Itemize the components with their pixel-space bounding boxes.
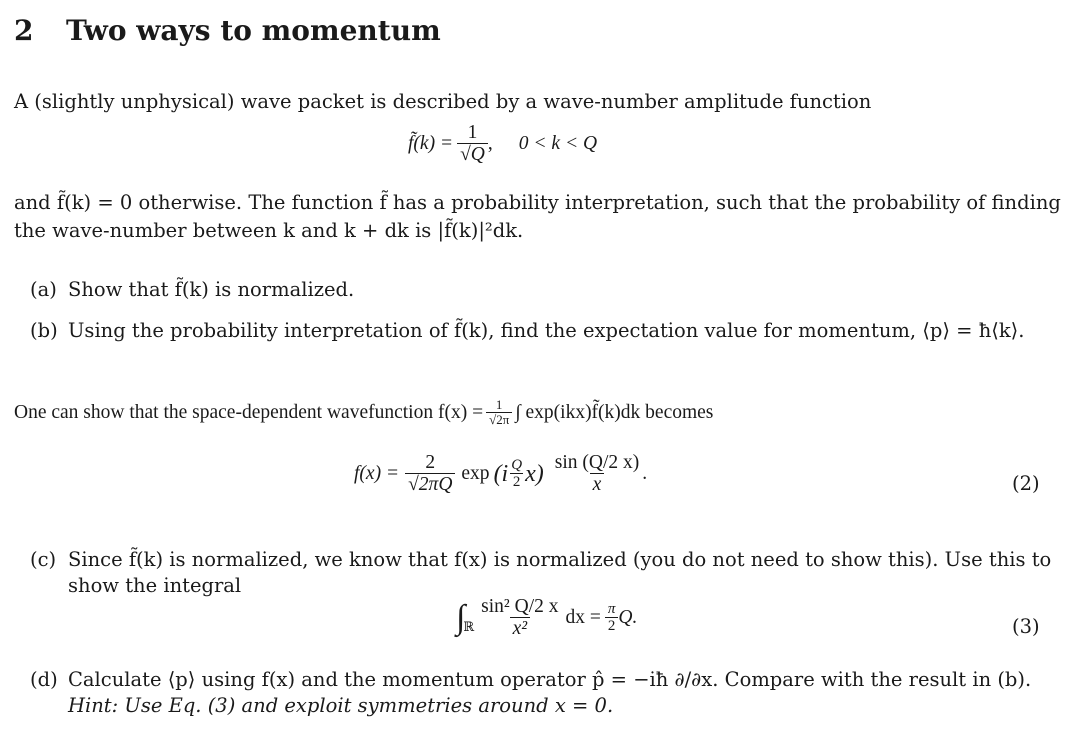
item-b-label: (b) [30,319,58,342]
item-a-label: (a) [30,278,57,301]
wavefunction-frac-den: √2π [486,412,512,427]
item-c-text-1: Since f̃(k) is normalized, we know that f(x) is normalized (you do not need to show this). Use this to [68,548,1052,571]
eq3-numerator: sin² Q/2 x [481,596,559,617]
eq2-dot: . [642,462,648,484]
section-title: Two ways to momentum [66,14,441,47]
eq2-paren-open: (i [493,460,509,487]
item-d-text: Calculate ⟨p⟩ using f(x) and the momentum operator p̂ = −iħ ∂/∂x. Compare with the result in (b). [68,668,1032,691]
equation-2-number: (2) [1012,472,1040,495]
wavefunction-pre: One can show that the space-dependent wavefunction f(x) = [14,401,484,423]
eq2-sin-fraction [552,452,643,496]
eq1-fraction [457,122,488,166]
item-a-text: Show that f̃(k) is normalized. [68,278,355,301]
eq3-pi-num: π [607,600,616,617]
eq2-numerator: 2 [425,452,436,473]
section-number: 2 [14,14,34,47]
eq3-integral: ∫ [456,598,466,636]
wavefunction-post: ∫ exp(ikx)f̃(k)dk becomes [515,401,714,423]
eq2-exp: exp [461,462,490,484]
eq2-q-num: Q [511,456,523,473]
eq3-pi-fraction [605,601,619,635]
eq1-lhs: f̃(k) = [408,132,454,154]
eq2-sin-den: x [590,473,605,495]
wavefunction-line [14,398,713,428]
eq2-q-fraction [508,457,525,491]
eq2-denominator: √2πQ [405,473,455,495]
eq2-fraction [405,452,455,496]
eq3-rhs: Q. [618,606,638,628]
eq3-denominator: x² [510,617,531,639]
eq1-comma: , [487,132,493,154]
equation-2 [354,452,647,496]
intro-line-1: A (slightly unphysical) wave packet is described by a wave-number amplitude function [14,90,872,113]
intro-line-2: and f̃(k) = 0 otherwise. The function f̃ has a probability interpretation, such that the probability of finding [14,191,1061,214]
equation-1 [408,122,597,166]
eq2-q-den: 2 [510,473,524,491]
eq2-paren-close: x) [525,460,544,487]
eq3-pi-den: 2 [605,617,619,635]
item-d-hint: Hint: Use Eq. (3) and exploit symmetries around x = 0. [68,694,614,717]
eq1-numerator: 1 [467,122,478,143]
eq2-lhs: f(x) = [354,462,400,484]
equation-3-number: (3) [1012,615,1040,638]
eq3-subscript: ℝ [463,618,475,634]
item-b-text: Using the probability interpretation of f̃(k), find the expectation value for momentum, ⟨p⟩ = ħ⟨k⟩. [68,319,1025,342]
item-c-label: (c) [30,548,57,571]
intro-line-3: the wave-number between k and k + dk is |f̃(k)|²dk. [14,219,524,242]
eq1-condition: 0 < k < Q [518,132,598,154]
eq2-sin-num: sin (Q/2 x) [554,452,640,473]
item-d-label: (d) [30,668,58,691]
eq3-fraction [478,596,561,640]
eq3-dx: dx = [565,606,601,628]
wavefunction-fraction [486,398,512,428]
item-c-text-2: show the integral [68,574,242,597]
wavefunction-frac-num: 1 [495,397,503,412]
equation-3 [456,596,637,640]
eq1-denominator: √Q [457,143,488,165]
